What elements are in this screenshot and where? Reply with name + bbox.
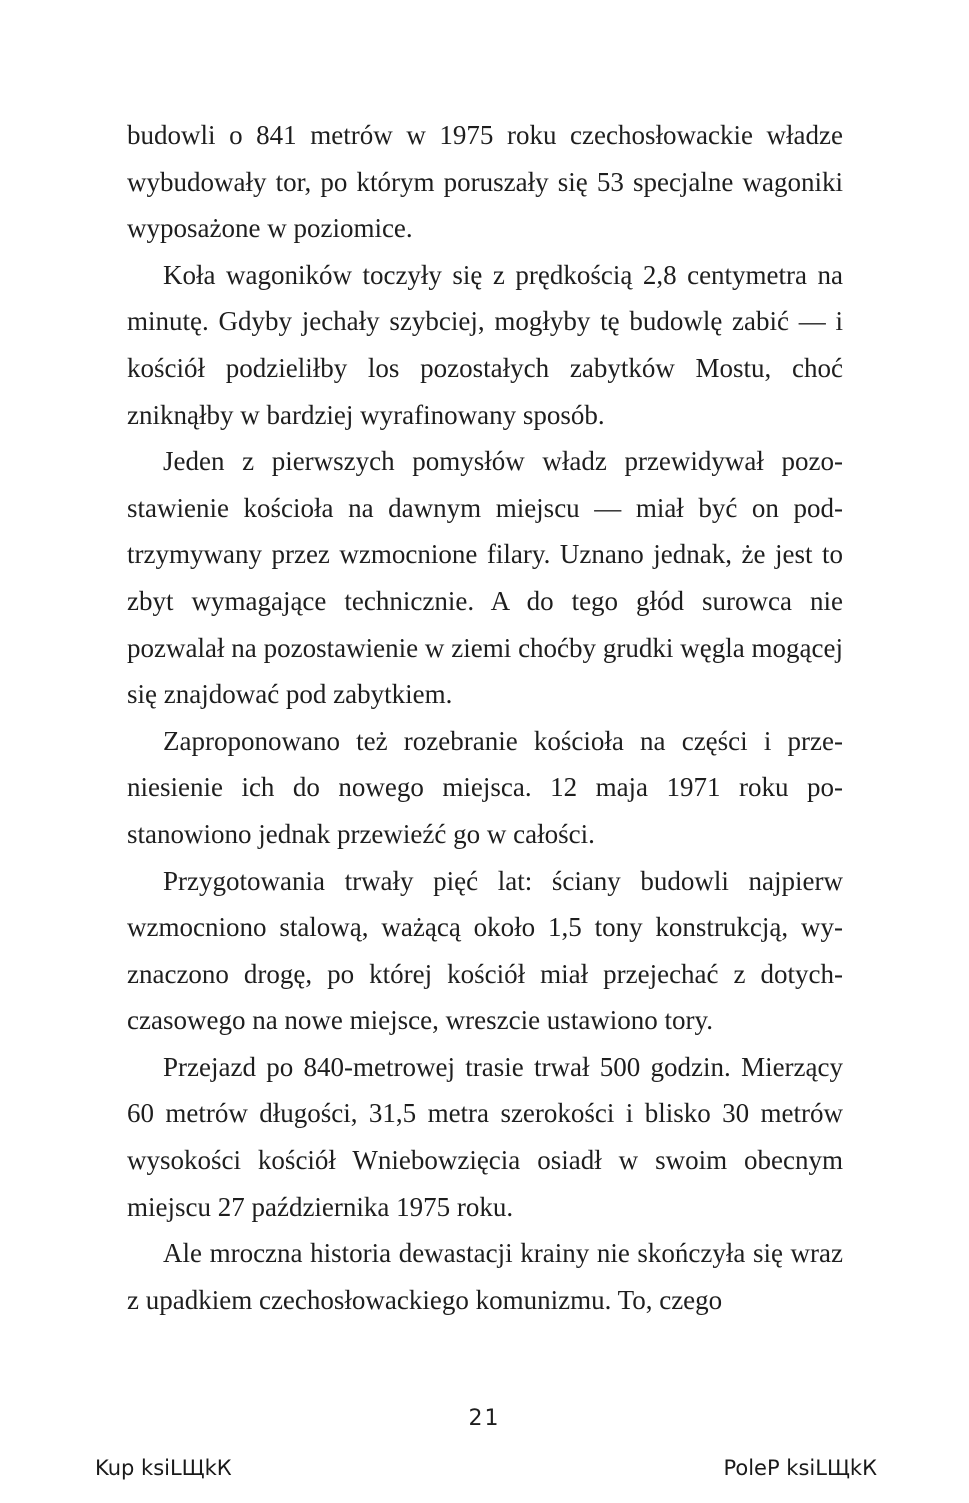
recommend-book-link[interactable]: PoleР ksiLЩkК [723,1456,877,1480]
paragraph-1: budowli o 841 metrów w 1975 roku czechosłowackie władze wybudowały tor, po którym poruszały się 53 specjalne wagoniki wyposażone w poziomice. [127,120,843,244]
page-number: 21 [468,1406,501,1431]
paragraph-2: Koła wagoników toczyły się z prędkością 2,8 centymetra na minutę. Gdyby jechały szybciej, mogłyby tę budowlę zabić — i kościół podzieliłby los pozostałych zabytków Mostu, choć zniknąłby w bardziej wyrafinowany sposób. [127,259,843,430]
page-body [127,112,843,1323]
paragraph-6: Przejazd po 840-metrowej trasie trwał 500 godzin. Mierzący 60 metrów długości, 31,5 metra szerokości i blisko 30 metrów wysokości kościół Wniebowzięcia osiadł w swoim obecnym miejscu 27 października 1975 roku. [127,1051,843,1222]
paragraph-7: Ale mroczna historia dewastacji krainy nie skończyła się wraz z upadkiem czechosłowackiego komunizmu. To, czego [127,1238,843,1315]
buy-book-link[interactable]: Kup ksiLЩkК [95,1456,232,1480]
paragraph-5: Przygotowania trwały pięć lat: ściany budowli najpierw wzmocniono stalową, ważącą około 1,5 tony konstrukcją, wyznaczono drogę, po której kościół miał przejechać z dotychczasowego na nowe miejsce, wreszcie ustawiono tory. [127,865,843,1036]
paragraph-3: Jeden z pierwszych pomysłów władz przewidywał pozostawienie kościoła na dawnym miejscu — miał być on podtrzymywany przez wzmocnione filary. Uznano jednak, że jest to zbyt wymagające technicznie. A do tego głód surowca nie pozwalał na pozostawienie w ziemi choćby grudki węgla mogącej się znajdować pod zabytkiem. [127,446,843,710]
paragraph-4: Zaproponowano też rozebranie kościoła na części i przeniesienie ich do nowego miejsca. 12 maja 1971 roku postanowiono jednak przewieźć go w całości. [127,725,843,849]
